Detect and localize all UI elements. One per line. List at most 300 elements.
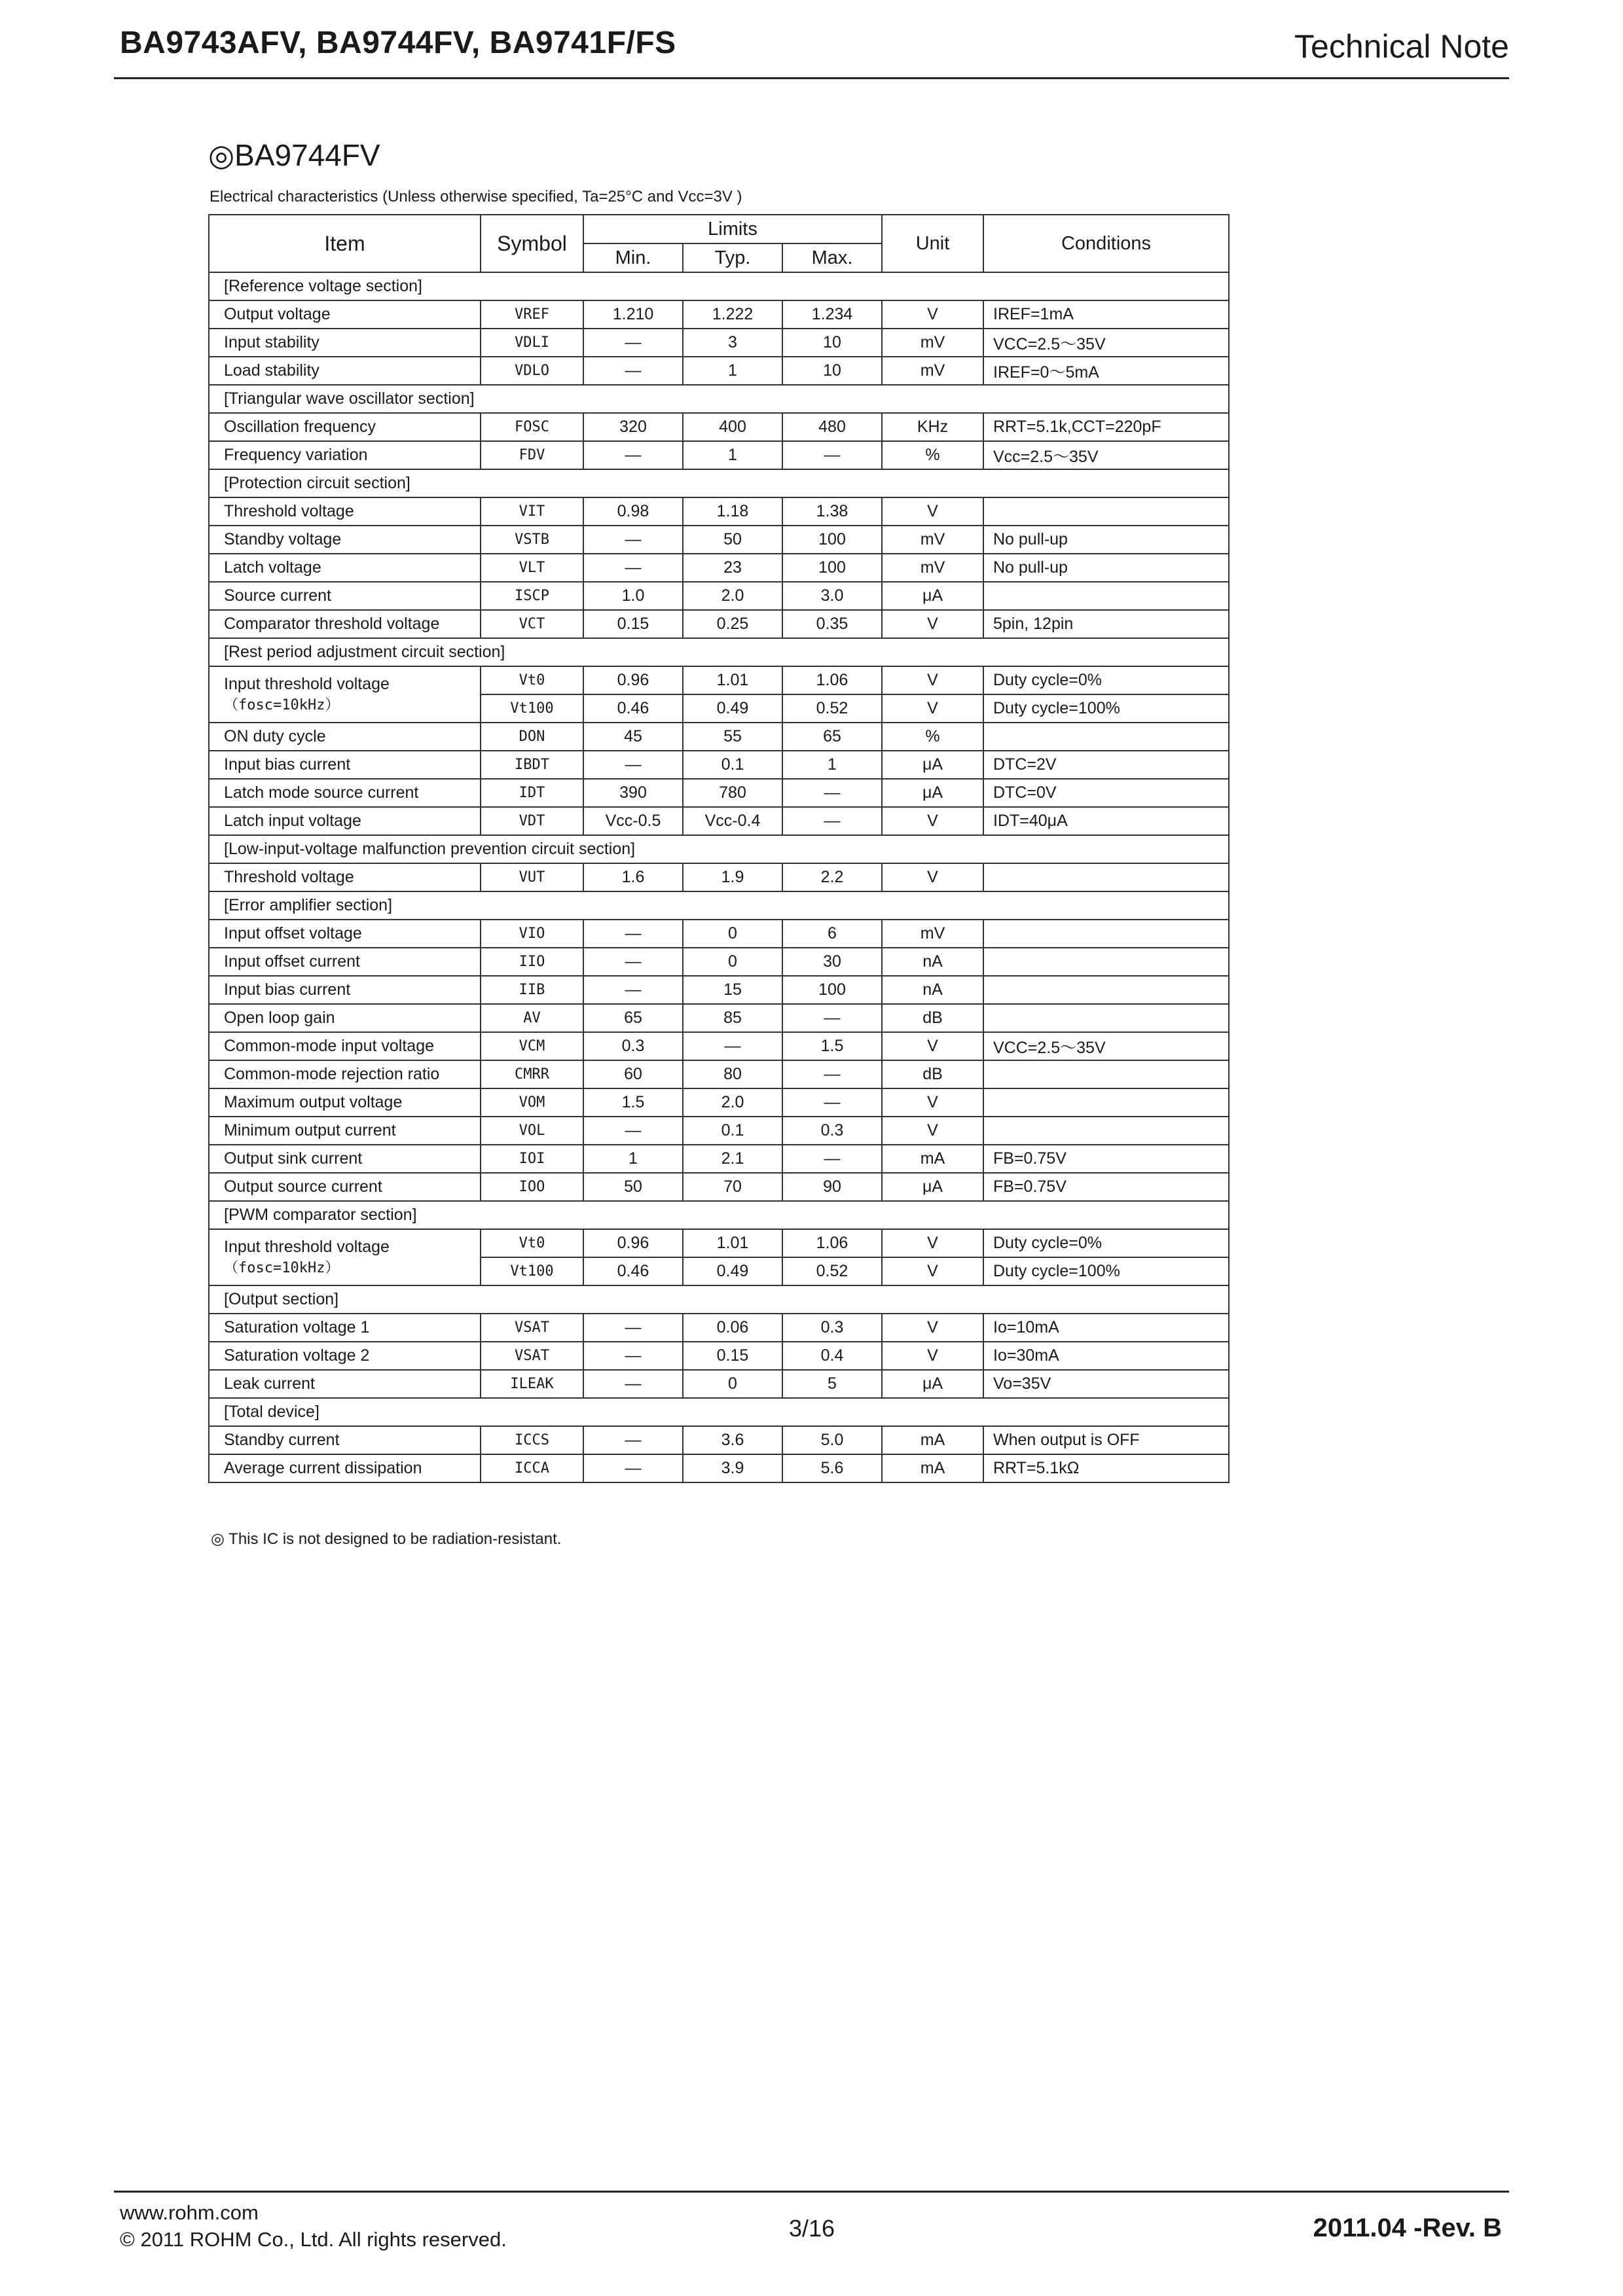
unit-cell: V bbox=[882, 1342, 983, 1370]
min-cell: — bbox=[583, 526, 683, 554]
radiation-note: ◎ This IC is not designed to be radiation-resistant. bbox=[211, 1530, 562, 1548]
typ-cell: 0.1 bbox=[683, 1117, 782, 1145]
symbol-cell: ISCP bbox=[481, 582, 583, 610]
max-cell: — bbox=[782, 1060, 882, 1088]
min-cell: 65 bbox=[583, 1004, 683, 1032]
item-label: Standby voltage bbox=[224, 530, 342, 548]
table-row bbox=[209, 1173, 1229, 1201]
min-cell: 60 bbox=[583, 1060, 683, 1088]
max-cell: — bbox=[782, 1004, 882, 1032]
typ-cell: 2.0 bbox=[683, 582, 782, 610]
item-label: Common-mode rejection ratio bbox=[224, 1065, 440, 1083]
symbol-cell: Vt100 bbox=[481, 694, 583, 723]
unit-cell: mV bbox=[882, 554, 983, 582]
item-cell bbox=[209, 779, 481, 807]
footer-url: www.rohm.com bbox=[120, 2201, 259, 2224]
typ-cell: 3.6 bbox=[683, 1426, 782, 1454]
min-cell: 1.6 bbox=[583, 863, 683, 891]
unit-cell: V bbox=[882, 1314, 983, 1342]
typ-cell: 55 bbox=[683, 723, 782, 751]
typ-cell: 0.25 bbox=[683, 610, 782, 638]
typ-cell: 0.06 bbox=[683, 1314, 782, 1342]
col-max-header: Max. bbox=[782, 243, 882, 272]
item-label: Open loop gain bbox=[224, 1009, 335, 1027]
conditions-cell bbox=[983, 1060, 1229, 1088]
conditions-cell bbox=[983, 1004, 1229, 1032]
item-cell bbox=[209, 863, 481, 891]
min-cell: — bbox=[583, 976, 683, 1004]
symbol-cell: AV bbox=[481, 1004, 583, 1032]
unit-cell: % bbox=[882, 441, 983, 469]
table-row bbox=[209, 1342, 1229, 1370]
typ-cell: 780 bbox=[683, 779, 782, 807]
min-cell: — bbox=[583, 1342, 683, 1370]
section-row bbox=[209, 1201, 1229, 1229]
item-label: Output sink current bbox=[224, 1149, 363, 1168]
table-row bbox=[209, 554, 1229, 582]
unit-cell: % bbox=[882, 723, 983, 751]
symbol-cell: IIB bbox=[481, 976, 583, 1004]
conditions-cell: VCC=2.5～35V bbox=[983, 1032, 1229, 1060]
max-cell: 0.52 bbox=[782, 1257, 882, 1285]
item-label: Latch mode source current bbox=[224, 783, 419, 802]
unit-cell: μA bbox=[882, 1173, 983, 1201]
max-cell: 5.6 bbox=[782, 1454, 882, 1482]
col-conditions-header: Conditions bbox=[983, 215, 1229, 272]
typ-cell: 0.49 bbox=[683, 1257, 782, 1285]
item-sublabel: （fosc=10kHz） bbox=[224, 697, 340, 713]
item-cell bbox=[209, 1229, 481, 1285]
table-row bbox=[209, 723, 1229, 751]
table-row bbox=[209, 610, 1229, 638]
typ-cell: 1.222 bbox=[683, 300, 782, 329]
typ-cell: 15 bbox=[683, 976, 782, 1004]
table-row bbox=[209, 1145, 1229, 1173]
header-row-1 bbox=[209, 215, 1229, 243]
max-cell: 6 bbox=[782, 920, 882, 948]
max-cell: 10 bbox=[782, 357, 882, 385]
min-cell: — bbox=[583, 441, 683, 469]
item-label: Load stability bbox=[224, 361, 319, 380]
conditions-cell bbox=[983, 1088, 1229, 1117]
conditions-cell: No pull-up bbox=[983, 554, 1229, 582]
max-cell: 5 bbox=[782, 1370, 882, 1398]
min-cell: — bbox=[583, 1314, 683, 1342]
max-cell: 0.3 bbox=[782, 1314, 882, 1342]
symbol-cell: CMRR bbox=[481, 1060, 583, 1088]
unit-cell: V bbox=[882, 1117, 983, 1145]
item-cell bbox=[209, 441, 481, 469]
symbol-cell: VOM bbox=[481, 1088, 583, 1117]
item-cell bbox=[209, 329, 481, 357]
item-label: Latch voltage bbox=[224, 558, 321, 577]
item-sublabel: （fosc=10kHz） bbox=[224, 1260, 340, 1276]
section-row bbox=[209, 835, 1229, 863]
symbol-cell: Vt0 bbox=[481, 666, 583, 694]
section-label: [Triangular wave oscillator section] bbox=[209, 385, 1229, 413]
conditions-cell: Vo=35V bbox=[983, 1370, 1229, 1398]
item-cell bbox=[209, 948, 481, 976]
symbol-cell: IDT bbox=[481, 779, 583, 807]
min-cell: — bbox=[583, 1117, 683, 1145]
min-cell: Vcc-0.5 bbox=[583, 807, 683, 835]
unit-cell: V bbox=[882, 1088, 983, 1117]
conditions-cell: FB=0.75V bbox=[983, 1145, 1229, 1173]
item-label: Threshold voltage bbox=[224, 502, 354, 520]
section-row bbox=[209, 469, 1229, 497]
max-cell: 1.06 bbox=[782, 1229, 882, 1257]
typ-cell: 1.9 bbox=[683, 863, 782, 891]
unit-cell: μA bbox=[882, 1370, 983, 1398]
item-label: Input threshold voltage bbox=[224, 1238, 390, 1256]
table-row bbox=[209, 948, 1229, 976]
table-row bbox=[209, 329, 1229, 357]
conditions-cell: Io=30mA bbox=[983, 1342, 1229, 1370]
conditions-cell bbox=[983, 723, 1229, 751]
conditions-cell: Vcc=2.5～35V bbox=[983, 441, 1229, 469]
min-cell: — bbox=[583, 1426, 683, 1454]
max-cell: — bbox=[782, 807, 882, 835]
item-cell bbox=[209, 554, 481, 582]
typ-cell: 0.49 bbox=[683, 694, 782, 723]
min-cell: — bbox=[583, 751, 683, 779]
symbol-cell: VIO bbox=[481, 920, 583, 948]
item-cell bbox=[209, 497, 481, 526]
item-cell bbox=[209, 1117, 481, 1145]
symbol-cell: IOI bbox=[481, 1145, 583, 1173]
item-label: Input stability bbox=[224, 333, 319, 351]
item-label: Minimum output current bbox=[224, 1121, 396, 1139]
typ-cell: 0.15 bbox=[683, 1342, 782, 1370]
min-cell: 0.98 bbox=[583, 497, 683, 526]
symbol-cell: VDLI bbox=[481, 329, 583, 357]
section-label: [PWM comparator section] bbox=[209, 1201, 1229, 1229]
max-cell: 1.06 bbox=[782, 666, 882, 694]
max-cell: — bbox=[782, 1145, 882, 1173]
symbol-cell: VSAT bbox=[481, 1314, 583, 1342]
item-label: Output voltage bbox=[224, 305, 331, 323]
section-label: [Total device] bbox=[209, 1398, 1229, 1426]
item-cell bbox=[209, 751, 481, 779]
section-title: ◎BA9744FV bbox=[208, 138, 380, 172]
unit-cell: nA bbox=[882, 948, 983, 976]
conditions-cell bbox=[983, 1117, 1229, 1145]
item-cell bbox=[209, 582, 481, 610]
item-label: ON duty cycle bbox=[224, 727, 326, 745]
symbol-cell: VIT bbox=[481, 497, 583, 526]
item-cell bbox=[209, 976, 481, 1004]
item-label: Input offset current bbox=[224, 952, 360, 971]
symbol-cell: VCT bbox=[481, 610, 583, 638]
symbol-cell: VDT bbox=[481, 807, 583, 835]
symbol-cell: VDLO bbox=[481, 357, 583, 385]
typ-cell: 3 bbox=[683, 329, 782, 357]
max-cell: 100 bbox=[782, 554, 882, 582]
max-cell: 3.0 bbox=[782, 582, 882, 610]
conditions-cell: FB=0.75V bbox=[983, 1173, 1229, 1201]
item-cell bbox=[209, 357, 481, 385]
section-label: [Low-input-voltage malfunction prevention circuit section] bbox=[209, 835, 1229, 863]
section-row bbox=[209, 1285, 1229, 1314]
item-cell bbox=[209, 1342, 481, 1370]
conditions-cell bbox=[983, 976, 1229, 1004]
item-cell bbox=[209, 1454, 481, 1482]
item-label: Input bias current bbox=[224, 755, 351, 774]
typ-cell: 85 bbox=[683, 1004, 782, 1032]
max-cell: 100 bbox=[782, 976, 882, 1004]
max-cell: 100 bbox=[782, 526, 882, 554]
item-label: Input threshold voltage bbox=[224, 675, 390, 693]
col-typ-header: Typ. bbox=[683, 243, 782, 272]
symbol-cell: DON bbox=[481, 723, 583, 751]
section-label: [Output section] bbox=[209, 1285, 1229, 1314]
typ-cell: — bbox=[683, 1032, 782, 1060]
table-row bbox=[209, 497, 1229, 526]
item-cell bbox=[209, 526, 481, 554]
item-cell bbox=[209, 1004, 481, 1032]
table-row bbox=[209, 1117, 1229, 1145]
item-label: Saturation voltage 1 bbox=[224, 1318, 370, 1336]
item-cell bbox=[209, 300, 481, 329]
technical-note-label: Technical Note bbox=[1294, 28, 1509, 65]
symbol-cell: VCM bbox=[481, 1032, 583, 1060]
item-label: Input offset voltage bbox=[224, 924, 362, 942]
item-cell bbox=[209, 1088, 481, 1117]
footer-copyright: © 2011 ROHM Co., Ltd. All rights reserved. bbox=[120, 2228, 507, 2251]
table-row bbox=[209, 1088, 1229, 1117]
unit-cell: mA bbox=[882, 1145, 983, 1173]
conditions-cell: Duty cycle=100% bbox=[983, 1257, 1229, 1285]
max-cell: 0.35 bbox=[782, 610, 882, 638]
table-row bbox=[209, 1004, 1229, 1032]
symbol-cell: Vt100 bbox=[481, 1257, 583, 1285]
conditions-cell bbox=[983, 863, 1229, 891]
typ-cell: 70 bbox=[683, 1173, 782, 1201]
document-header-title: BA9743AFV, BA9744FV, BA9741F/FS bbox=[120, 26, 676, 60]
max-cell: 10 bbox=[782, 329, 882, 357]
table-row bbox=[209, 413, 1229, 441]
table-row bbox=[209, 751, 1229, 779]
typ-cell: Vcc-0.4 bbox=[683, 807, 782, 835]
item-cell bbox=[209, 666, 481, 723]
min-cell: — bbox=[583, 920, 683, 948]
unit-cell: V bbox=[882, 807, 983, 835]
section-row bbox=[209, 638, 1229, 666]
conditions-cell: Duty cycle=0% bbox=[983, 666, 1229, 694]
footer-divider bbox=[114, 2191, 1509, 2193]
table-row bbox=[209, 1032, 1229, 1060]
table-row bbox=[209, 441, 1229, 469]
col-unit-header: Unit bbox=[882, 215, 983, 272]
unit-cell: V bbox=[882, 863, 983, 891]
min-cell: — bbox=[583, 1370, 683, 1398]
item-label: Common-mode input voltage bbox=[224, 1037, 434, 1055]
unit-cell: μA bbox=[882, 779, 983, 807]
header-divider bbox=[114, 77, 1509, 79]
section-label: [Rest period adjustment circuit section] bbox=[209, 638, 1229, 666]
item-cell bbox=[209, 723, 481, 751]
min-cell: — bbox=[583, 554, 683, 582]
col-item-header: Item bbox=[209, 215, 481, 272]
max-cell: 0.4 bbox=[782, 1342, 882, 1370]
symbol-cell: ICCS bbox=[481, 1426, 583, 1454]
symbol-cell: FOSC bbox=[481, 413, 583, 441]
conditions-cell: Io=10mA bbox=[983, 1314, 1229, 1342]
unit-cell: μA bbox=[882, 582, 983, 610]
typ-cell: 80 bbox=[683, 1060, 782, 1088]
page-number: 3/16 bbox=[789, 2215, 835, 2242]
typ-cell: 0 bbox=[683, 920, 782, 948]
section-row bbox=[209, 1398, 1229, 1426]
min-cell: — bbox=[583, 357, 683, 385]
revision-label: 2011.04 -Rev. B bbox=[1313, 2214, 1502, 2242]
max-cell: — bbox=[782, 441, 882, 469]
item-label: Frequency variation bbox=[224, 446, 368, 464]
min-cell: 45 bbox=[583, 723, 683, 751]
table-row bbox=[209, 1426, 1229, 1454]
min-cell: 0.15 bbox=[583, 610, 683, 638]
electrical-characteristics-table bbox=[208, 214, 1230, 1483]
section-row bbox=[209, 385, 1229, 413]
max-cell: — bbox=[782, 1088, 882, 1117]
symbol-cell: FDV bbox=[481, 441, 583, 469]
item-label: Source current bbox=[224, 586, 331, 605]
unit-cell: V bbox=[882, 610, 983, 638]
unit-cell: nA bbox=[882, 976, 983, 1004]
table-row bbox=[209, 1370, 1229, 1398]
table-row bbox=[209, 1229, 1229, 1257]
item-label: Standby current bbox=[224, 1431, 340, 1449]
max-cell: — bbox=[782, 779, 882, 807]
item-cell bbox=[209, 1145, 481, 1173]
table-row bbox=[209, 1314, 1229, 1342]
item-label: Average current dissipation bbox=[224, 1459, 422, 1477]
unit-cell: mA bbox=[882, 1454, 983, 1482]
min-cell: 1.5 bbox=[583, 1088, 683, 1117]
unit-cell: μA bbox=[882, 751, 983, 779]
table-row bbox=[209, 666, 1229, 694]
unit-cell: V bbox=[882, 497, 983, 526]
symbol-cell: VUT bbox=[481, 863, 583, 891]
item-label: Saturation voltage 2 bbox=[224, 1346, 370, 1365]
symbol-cell: Vt0 bbox=[481, 1229, 583, 1257]
min-cell: 0.46 bbox=[583, 694, 683, 723]
min-cell: 1.0 bbox=[583, 582, 683, 610]
table-row bbox=[209, 863, 1229, 891]
section-label: [Reference voltage section] bbox=[209, 272, 1229, 300]
col-symbol-header: Symbol bbox=[481, 215, 583, 272]
table-row bbox=[209, 526, 1229, 554]
symbol-cell: IIO bbox=[481, 948, 583, 976]
typ-cell: 1.18 bbox=[683, 497, 782, 526]
typ-cell: 0.1 bbox=[683, 751, 782, 779]
item-label: Oscillation frequency bbox=[224, 418, 376, 436]
unit-cell: mV bbox=[882, 920, 983, 948]
table-row bbox=[209, 920, 1229, 948]
min-cell: 0.96 bbox=[583, 666, 683, 694]
symbol-cell: VREF bbox=[481, 300, 583, 329]
item-cell bbox=[209, 1426, 481, 1454]
min-cell: 1 bbox=[583, 1145, 683, 1173]
max-cell: 1.38 bbox=[782, 497, 882, 526]
typ-cell: 2.1 bbox=[683, 1145, 782, 1173]
max-cell: 0.52 bbox=[782, 694, 882, 723]
max-cell: 65 bbox=[782, 723, 882, 751]
conditions-cell: RRT=5.1k,CCT=220pF bbox=[983, 413, 1229, 441]
table-row bbox=[209, 779, 1229, 807]
unit-cell: V bbox=[882, 666, 983, 694]
typ-cell: 1 bbox=[683, 357, 782, 385]
symbol-cell: VSTB bbox=[481, 526, 583, 554]
item-label: Output source current bbox=[224, 1177, 382, 1196]
item-cell bbox=[209, 920, 481, 948]
conditions-cell: DTC=0V bbox=[983, 779, 1229, 807]
section-row bbox=[209, 272, 1229, 300]
max-cell: 1.5 bbox=[782, 1032, 882, 1060]
typ-cell: 50 bbox=[683, 526, 782, 554]
max-cell: 0.3 bbox=[782, 1117, 882, 1145]
conditions-cell bbox=[983, 920, 1229, 948]
symbol-cell: IBDT bbox=[481, 751, 583, 779]
conditions-cell: VCC=2.5～35V bbox=[983, 329, 1229, 357]
item-label: Threshold voltage bbox=[224, 868, 354, 886]
table-row bbox=[209, 582, 1229, 610]
typ-cell: 3.9 bbox=[683, 1454, 782, 1482]
section-row bbox=[209, 891, 1229, 920]
unit-cell: V bbox=[882, 1257, 983, 1285]
max-cell: 30 bbox=[782, 948, 882, 976]
item-cell bbox=[209, 413, 481, 441]
item-cell bbox=[209, 610, 481, 638]
min-cell: 390 bbox=[583, 779, 683, 807]
unit-cell: V bbox=[882, 300, 983, 329]
min-cell: 0.46 bbox=[583, 1257, 683, 1285]
min-cell: 320 bbox=[583, 413, 683, 441]
item-label: Leak current bbox=[224, 1374, 315, 1393]
table-row bbox=[209, 976, 1229, 1004]
typ-cell: 400 bbox=[683, 413, 782, 441]
min-cell: — bbox=[583, 329, 683, 357]
unit-cell: KHz bbox=[882, 413, 983, 441]
conditions-cell: Duty cycle=100% bbox=[983, 694, 1229, 723]
table-row bbox=[209, 807, 1229, 835]
conditions-cell: IREF=1mA bbox=[983, 300, 1229, 329]
col-limits-header: Limits bbox=[583, 215, 882, 243]
symbol-cell: ICCA bbox=[481, 1454, 583, 1482]
typ-cell: 2.0 bbox=[683, 1088, 782, 1117]
typ-cell: 23 bbox=[683, 554, 782, 582]
typ-cell: 1 bbox=[683, 441, 782, 469]
item-cell bbox=[209, 1173, 481, 1201]
conditions-cell: When output is OFF bbox=[983, 1426, 1229, 1454]
conditions-cell: 5pin, 12pin bbox=[983, 610, 1229, 638]
unit-cell: mV bbox=[882, 357, 983, 385]
table-row bbox=[209, 1060, 1229, 1088]
max-cell: 480 bbox=[782, 413, 882, 441]
conditions-cell bbox=[983, 582, 1229, 610]
unit-cell: mV bbox=[882, 526, 983, 554]
conditions-cell bbox=[983, 948, 1229, 976]
item-cell bbox=[209, 807, 481, 835]
typ-cell: 0 bbox=[683, 1370, 782, 1398]
typ-cell: 1.01 bbox=[683, 666, 782, 694]
unit-cell: V bbox=[882, 1032, 983, 1060]
max-cell: 1.234 bbox=[782, 300, 882, 329]
col-min-header: Min. bbox=[583, 243, 683, 272]
symbol-cell: IOO bbox=[481, 1173, 583, 1201]
unit-cell: dB bbox=[882, 1060, 983, 1088]
max-cell: 90 bbox=[782, 1173, 882, 1201]
